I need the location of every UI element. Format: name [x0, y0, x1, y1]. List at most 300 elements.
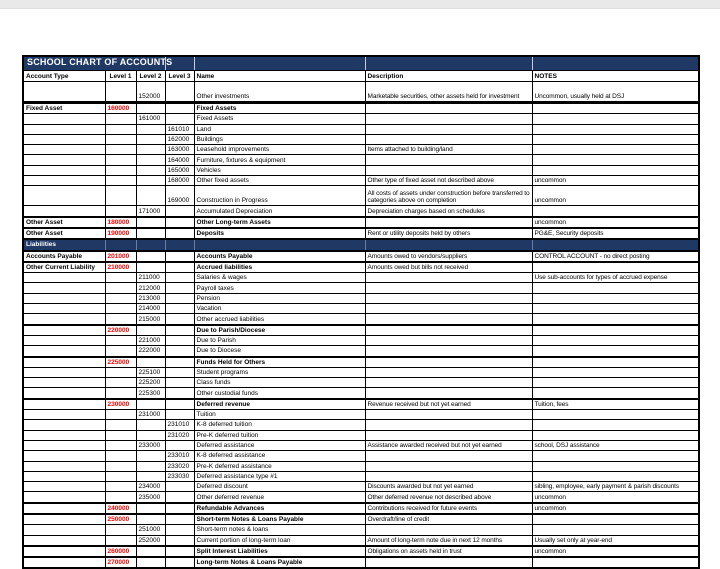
cell-level1	[105, 124, 136, 134]
cell-level3	[165, 114, 194, 124]
cell-level3	[165, 283, 194, 293]
cell-description	[365, 420, 532, 430]
account-row	[23, 124, 699, 134]
cell-description: Overdraft/line of credit	[365, 514, 532, 525]
cell-level2: 225300	[136, 388, 165, 399]
cell-description	[365, 304, 532, 314]
col-header-name: Name	[194, 71, 365, 82]
cell-notes: uncommon	[532, 186, 699, 206]
cell-description	[365, 388, 532, 399]
cell-notes	[532, 145, 699, 155]
cell-name: Long-term Notes & Loans Payable	[194, 557, 365, 568]
cell-account-type	[23, 535, 105, 546]
cell-level2: 215000	[136, 314, 165, 325]
cell-description	[365, 430, 532, 440]
cell-level1	[105, 430, 136, 440]
cell-level1: 220000	[105, 325, 136, 336]
cell-account-type	[23, 471, 105, 481]
cell-level1	[105, 335, 136, 345]
cell-level3	[165, 262, 194, 273]
cell-level1	[105, 410, 136, 420]
cell-description: Marketable securities, other assets held for investment	[365, 82, 532, 103]
cell-name: Pension	[194, 293, 365, 303]
cell-level2	[136, 251, 165, 262]
cell-level3: 162000	[165, 134, 194, 144]
cell-notes	[532, 124, 699, 134]
cell-account-type: Liabilities	[23, 239, 105, 250]
cell-level1: 240000	[105, 503, 136, 514]
cell-account-type: Fixed Asset	[23, 103, 105, 114]
cell-description	[365, 335, 532, 345]
account-row	[23, 206, 699, 217]
cell-description	[365, 557, 532, 568]
cell-level2: 213000	[136, 293, 165, 303]
cell-level1: 180000	[105, 217, 136, 228]
account-row	[23, 262, 699, 273]
cell-level3	[165, 378, 194, 388]
cell-name: Payroll taxes	[194, 283, 365, 293]
cell-account-type	[23, 367, 105, 377]
cell-notes	[532, 155, 699, 165]
cell-name: Student programs	[194, 367, 365, 377]
account-row	[23, 314, 699, 325]
cell-account-type	[23, 293, 105, 303]
cell-level3: 233020	[165, 461, 194, 471]
cell-account-type	[23, 410, 105, 420]
cell-account-type	[23, 283, 105, 293]
account-row	[23, 273, 699, 283]
cell-level2: 235000	[136, 492, 165, 503]
account-row	[23, 134, 699, 144]
cell-level2	[136, 461, 165, 471]
cell-description	[365, 451, 532, 461]
cell-description	[365, 471, 532, 481]
cell-description: Rent or utility deposits held by others	[365, 228, 532, 239]
cell-description: Amount of long-term note due in next 12 months	[365, 535, 532, 546]
cell-account-type	[23, 314, 105, 325]
cell-description: Items attached to building/land	[365, 145, 532, 155]
cell-name: Due to Diocese	[194, 346, 365, 357]
cell-notes: CONTROL ACCOUNT - no direct posting	[532, 251, 699, 262]
cell-name: Short-term notes & loans	[194, 525, 365, 535]
cell-level2	[136, 103, 165, 114]
cell-notes: uncommon	[532, 503, 699, 514]
account-row	[23, 82, 699, 103]
title-bar-segment	[365, 56, 532, 71]
cell-level3	[165, 440, 194, 450]
cell-description	[365, 283, 532, 293]
cell-account-type	[23, 420, 105, 430]
cell-notes	[532, 525, 699, 535]
cell-name: Deferred assistance type #1	[194, 471, 365, 481]
cell-level3: 164000	[165, 155, 194, 165]
cell-notes: Tuition, fees	[532, 399, 699, 410]
account-row	[23, 325, 699, 336]
cell-level3: 231010	[165, 420, 194, 430]
cell-level3	[165, 273, 194, 283]
cell-level3	[165, 399, 194, 410]
account-row	[23, 440, 699, 450]
cell-name	[194, 239, 365, 250]
cell-account-type	[23, 134, 105, 144]
cell-level1	[105, 134, 136, 144]
cell-description: Revenue received but not yet earned	[365, 399, 532, 410]
cell-description	[365, 314, 532, 325]
account-row	[23, 430, 699, 440]
account-row	[23, 145, 699, 155]
cell-level1	[105, 461, 136, 471]
cell-description: Discounts awarded but not yet earned	[365, 482, 532, 492]
cell-notes	[532, 103, 699, 114]
col-header-notes: NOTES	[532, 71, 699, 82]
cell-level1	[105, 206, 136, 217]
cell-account-type	[23, 155, 105, 165]
cell-level1: 225000	[105, 357, 136, 368]
cell-level2: 212000	[136, 283, 165, 293]
cell-account-type	[23, 186, 105, 206]
cell-level2: 211000	[136, 273, 165, 283]
cell-level2	[136, 420, 165, 430]
cell-level2: 231000	[136, 410, 165, 420]
cell-level2	[136, 503, 165, 514]
cell-name: Salaries & wages	[194, 273, 365, 283]
cell-level2	[136, 471, 165, 481]
cell-level1: 201000	[105, 251, 136, 262]
cell-level2	[136, 155, 165, 165]
cell-level2	[136, 228, 165, 239]
cell-level2: 214000	[136, 304, 165, 314]
cell-account-type	[23, 482, 105, 492]
cell-notes: uncommon	[532, 492, 699, 503]
cell-level2	[136, 217, 165, 228]
cell-account-type	[23, 335, 105, 345]
cell-notes	[532, 378, 699, 388]
cell-name: Other Long-term Assets	[194, 217, 365, 228]
cell-name: Funds Held for Others	[194, 357, 365, 368]
col-header-account-type: Account Type	[23, 71, 105, 82]
account-row	[23, 346, 699, 357]
cell-level3	[165, 206, 194, 217]
cell-notes: uncommon	[532, 217, 699, 228]
cell-account-type: Accounts Payable	[23, 251, 105, 262]
cell-level2	[136, 399, 165, 410]
cell-name: Fixed Assets	[194, 103, 365, 114]
title-bar-segment	[194, 56, 365, 71]
account-row	[23, 525, 699, 535]
cell-level3	[165, 492, 194, 503]
cell-level1	[105, 482, 136, 492]
cell-level3	[165, 388, 194, 399]
cell-description	[365, 461, 532, 471]
account-row	[23, 176, 699, 186]
cell-notes	[532, 388, 699, 399]
cell-level3	[165, 325, 194, 336]
cell-notes	[532, 304, 699, 314]
cell-level3	[165, 335, 194, 345]
cell-notes	[532, 346, 699, 357]
cell-description: Amounts owed but bills not received	[365, 262, 532, 273]
table-title-row	[23, 56, 699, 71]
cell-level1	[105, 525, 136, 535]
cell-level1: 270000	[105, 557, 136, 568]
cell-description: All costs of assets under construction before transferred to categories above on completion	[365, 186, 532, 206]
cell-account-type	[23, 124, 105, 134]
cell-level3: 161010	[165, 124, 194, 134]
cell-name: K-8 deferred tuition	[194, 420, 365, 430]
cell-name: K-8 deferred assistance	[194, 451, 365, 461]
cell-level1	[105, 293, 136, 303]
cell-name: Tuition	[194, 410, 365, 420]
cell-level1	[105, 283, 136, 293]
cell-notes	[532, 293, 699, 303]
cell-description	[365, 155, 532, 165]
cell-level2	[136, 124, 165, 134]
cell-level1	[105, 451, 136, 461]
col-header-level-1: Level 1	[105, 71, 136, 82]
account-row	[23, 217, 699, 228]
page-title: SCHOOL CHART OF ACCOUNTS	[23, 56, 165, 71]
cell-notes	[532, 367, 699, 377]
cell-notes: uncommon	[532, 546, 699, 557]
cell-level2: 161000	[136, 114, 165, 124]
cell-level2: 152000	[136, 82, 165, 103]
account-row	[23, 251, 699, 262]
cell-description	[365, 378, 532, 388]
cell-notes	[532, 430, 699, 440]
cell-level1: 230000	[105, 399, 136, 410]
cell-level1	[105, 239, 136, 250]
cell-level1	[105, 378, 136, 388]
account-row	[23, 335, 699, 345]
account-row	[23, 186, 699, 206]
account-row	[23, 482, 699, 492]
cell-notes	[532, 557, 699, 568]
cell-level1	[105, 492, 136, 503]
cell-level3: 165000	[165, 165, 194, 175]
cell-name: Other custodial funds	[194, 388, 365, 399]
cell-name: Refundable Advances	[194, 503, 365, 514]
cell-account-type	[23, 114, 105, 124]
cell-description	[365, 134, 532, 144]
cell-name: Other deferred revenue	[194, 492, 365, 503]
section-header-row	[23, 239, 699, 250]
cell-level3: 163000	[165, 145, 194, 155]
cell-level3: 233010	[165, 451, 194, 461]
account-row	[23, 451, 699, 461]
cell-level1	[105, 367, 136, 377]
cell-level3: 169000	[165, 186, 194, 206]
cell-description: Assistance awarded received but not yet earned	[365, 440, 532, 450]
account-row	[23, 557, 699, 568]
cell-description	[365, 346, 532, 357]
account-row	[23, 492, 699, 503]
cell-level3	[165, 503, 194, 514]
cell-description: Amounts owed to vendors/suppliers	[365, 251, 532, 262]
cell-level1: 160000	[105, 103, 136, 114]
cell-account-type	[23, 388, 105, 399]
cell-notes	[532, 325, 699, 336]
cell-level2	[136, 357, 165, 368]
title-bar-segment	[532, 56, 699, 71]
cell-notes	[532, 283, 699, 293]
cell-level2	[136, 514, 165, 525]
account-row	[23, 410, 699, 420]
cell-level3	[165, 304, 194, 314]
cell-level1	[105, 420, 136, 430]
cell-description	[365, 217, 532, 228]
cell-level3: 233030	[165, 471, 194, 481]
cell-level2	[136, 186, 165, 206]
cell-level2	[136, 325, 165, 336]
cell-level2: 252000	[136, 535, 165, 546]
cell-account-type	[23, 304, 105, 314]
cell-level3	[165, 239, 194, 250]
cell-name: Pre-K deferred tuition	[194, 430, 365, 440]
cell-level3	[165, 410, 194, 420]
cell-level1	[105, 145, 136, 155]
cell-level1: 250000	[105, 514, 136, 525]
cell-name: Deferred discount	[194, 482, 365, 492]
cell-description: Obligations on assets held in trust	[365, 546, 532, 557]
cell-description	[365, 293, 532, 303]
cell-level2	[136, 557, 165, 568]
cell-name: Buildings	[194, 134, 365, 144]
cell-description	[365, 525, 532, 535]
cell-notes	[532, 471, 699, 481]
cell-level3	[165, 514, 194, 525]
cell-name: Short-term Notes & Loans Payable	[194, 514, 365, 525]
cell-description	[365, 325, 532, 336]
cell-notes	[532, 514, 699, 525]
cell-name: Land	[194, 124, 365, 134]
cell-level3	[165, 535, 194, 546]
cell-level1: 260000	[105, 546, 136, 557]
cell-level2: 225100	[136, 367, 165, 377]
cell-level3	[165, 482, 194, 492]
cell-notes	[532, 420, 699, 430]
cell-level3	[165, 82, 194, 103]
cell-notes	[532, 461, 699, 471]
cell-level3	[165, 557, 194, 568]
cell-name: Accumulated Depreciation	[194, 206, 365, 217]
cell-account-type: Other Current Liability	[23, 262, 105, 273]
cell-level2	[136, 430, 165, 440]
cell-level2	[136, 134, 165, 144]
account-row	[23, 471, 699, 481]
cell-notes: Usually set only at year-end	[532, 535, 699, 546]
cell-level3	[165, 103, 194, 114]
cell-name: Accrued liabilities	[194, 262, 365, 273]
cell-level1	[105, 304, 136, 314]
cell-level1	[105, 273, 136, 283]
cell-name: Deferred assistance	[194, 440, 365, 450]
cell-level1	[105, 114, 136, 124]
cell-level3	[165, 367, 194, 377]
cell-notes	[532, 262, 699, 273]
cell-notes: Uncommon, usually held at DSJ	[532, 82, 699, 103]
account-row	[23, 388, 699, 399]
cell-notes: uncommon	[532, 176, 699, 186]
cell-level2: 222000	[136, 346, 165, 357]
cell-name: Due to Parish/Diocese	[194, 325, 365, 336]
cell-notes: PG&E, Security deposits	[532, 228, 699, 239]
cell-level2: 225200	[136, 378, 165, 388]
cell-name: Current portion of long-term loan	[194, 535, 365, 546]
cell-level3	[165, 314, 194, 325]
cell-name: Other accrued liabilities	[194, 314, 365, 325]
cell-account-type	[23, 503, 105, 514]
cell-account-type	[23, 514, 105, 525]
cell-description: Other type of fixed asset not described above	[365, 176, 532, 186]
cell-level1	[105, 186, 136, 206]
account-row	[23, 114, 699, 124]
cell-description	[365, 165, 532, 175]
cell-description	[365, 239, 532, 250]
cell-level1	[105, 471, 136, 481]
cell-name: Deposits	[194, 228, 365, 239]
col-header-level-3: Level 3	[165, 71, 194, 82]
cell-level2	[136, 165, 165, 175]
cell-level3	[165, 357, 194, 368]
cell-account-type: Other Asset	[23, 217, 105, 228]
cell-level2	[136, 145, 165, 155]
cell-account-type	[23, 206, 105, 217]
cell-name: Class funds	[194, 378, 365, 388]
cell-level2	[136, 239, 165, 250]
window-top-strip	[0, 0, 720, 9]
cell-account-type	[23, 176, 105, 186]
cell-level1	[105, 165, 136, 175]
cell-notes	[532, 335, 699, 345]
cell-description: Contributions received for future events	[365, 503, 532, 514]
cell-level3	[165, 217, 194, 228]
account-row	[23, 103, 699, 114]
cell-level1	[105, 176, 136, 186]
col-header-level-2: Level 2	[136, 71, 165, 82]
cell-account-type	[23, 557, 105, 568]
cell-name: Split Interest Liabilities	[194, 546, 365, 557]
cell-level2: 221000	[136, 335, 165, 345]
cell-level3	[165, 228, 194, 239]
account-row	[23, 367, 699, 377]
cell-name: Fixed Assets	[194, 114, 365, 124]
cell-level1: 210000	[105, 262, 136, 273]
account-row	[23, 165, 699, 175]
cell-account-type	[23, 430, 105, 440]
cell-notes	[532, 114, 699, 124]
cell-description	[365, 103, 532, 114]
cell-account-type	[23, 145, 105, 155]
cell-description	[365, 357, 532, 368]
account-row	[23, 378, 699, 388]
cell-notes	[532, 410, 699, 420]
cell-account-type	[23, 82, 105, 103]
cell-level1	[105, 388, 136, 399]
cell-level3: 168000	[165, 176, 194, 186]
cell-level3	[165, 293, 194, 303]
cell-level2: 251000	[136, 525, 165, 535]
cell-account-type	[23, 346, 105, 357]
cell-level2	[136, 262, 165, 273]
cell-notes	[532, 239, 699, 250]
cell-level3: 231020	[165, 430, 194, 440]
cell-level2	[136, 176, 165, 186]
cell-notes: Use sub-accounts for types of accrued expense	[532, 273, 699, 283]
account-row	[23, 228, 699, 239]
cell-notes: sibling, employee, early payment & parish discounts	[532, 482, 699, 492]
account-row	[23, 155, 699, 165]
cell-level1	[105, 346, 136, 357]
